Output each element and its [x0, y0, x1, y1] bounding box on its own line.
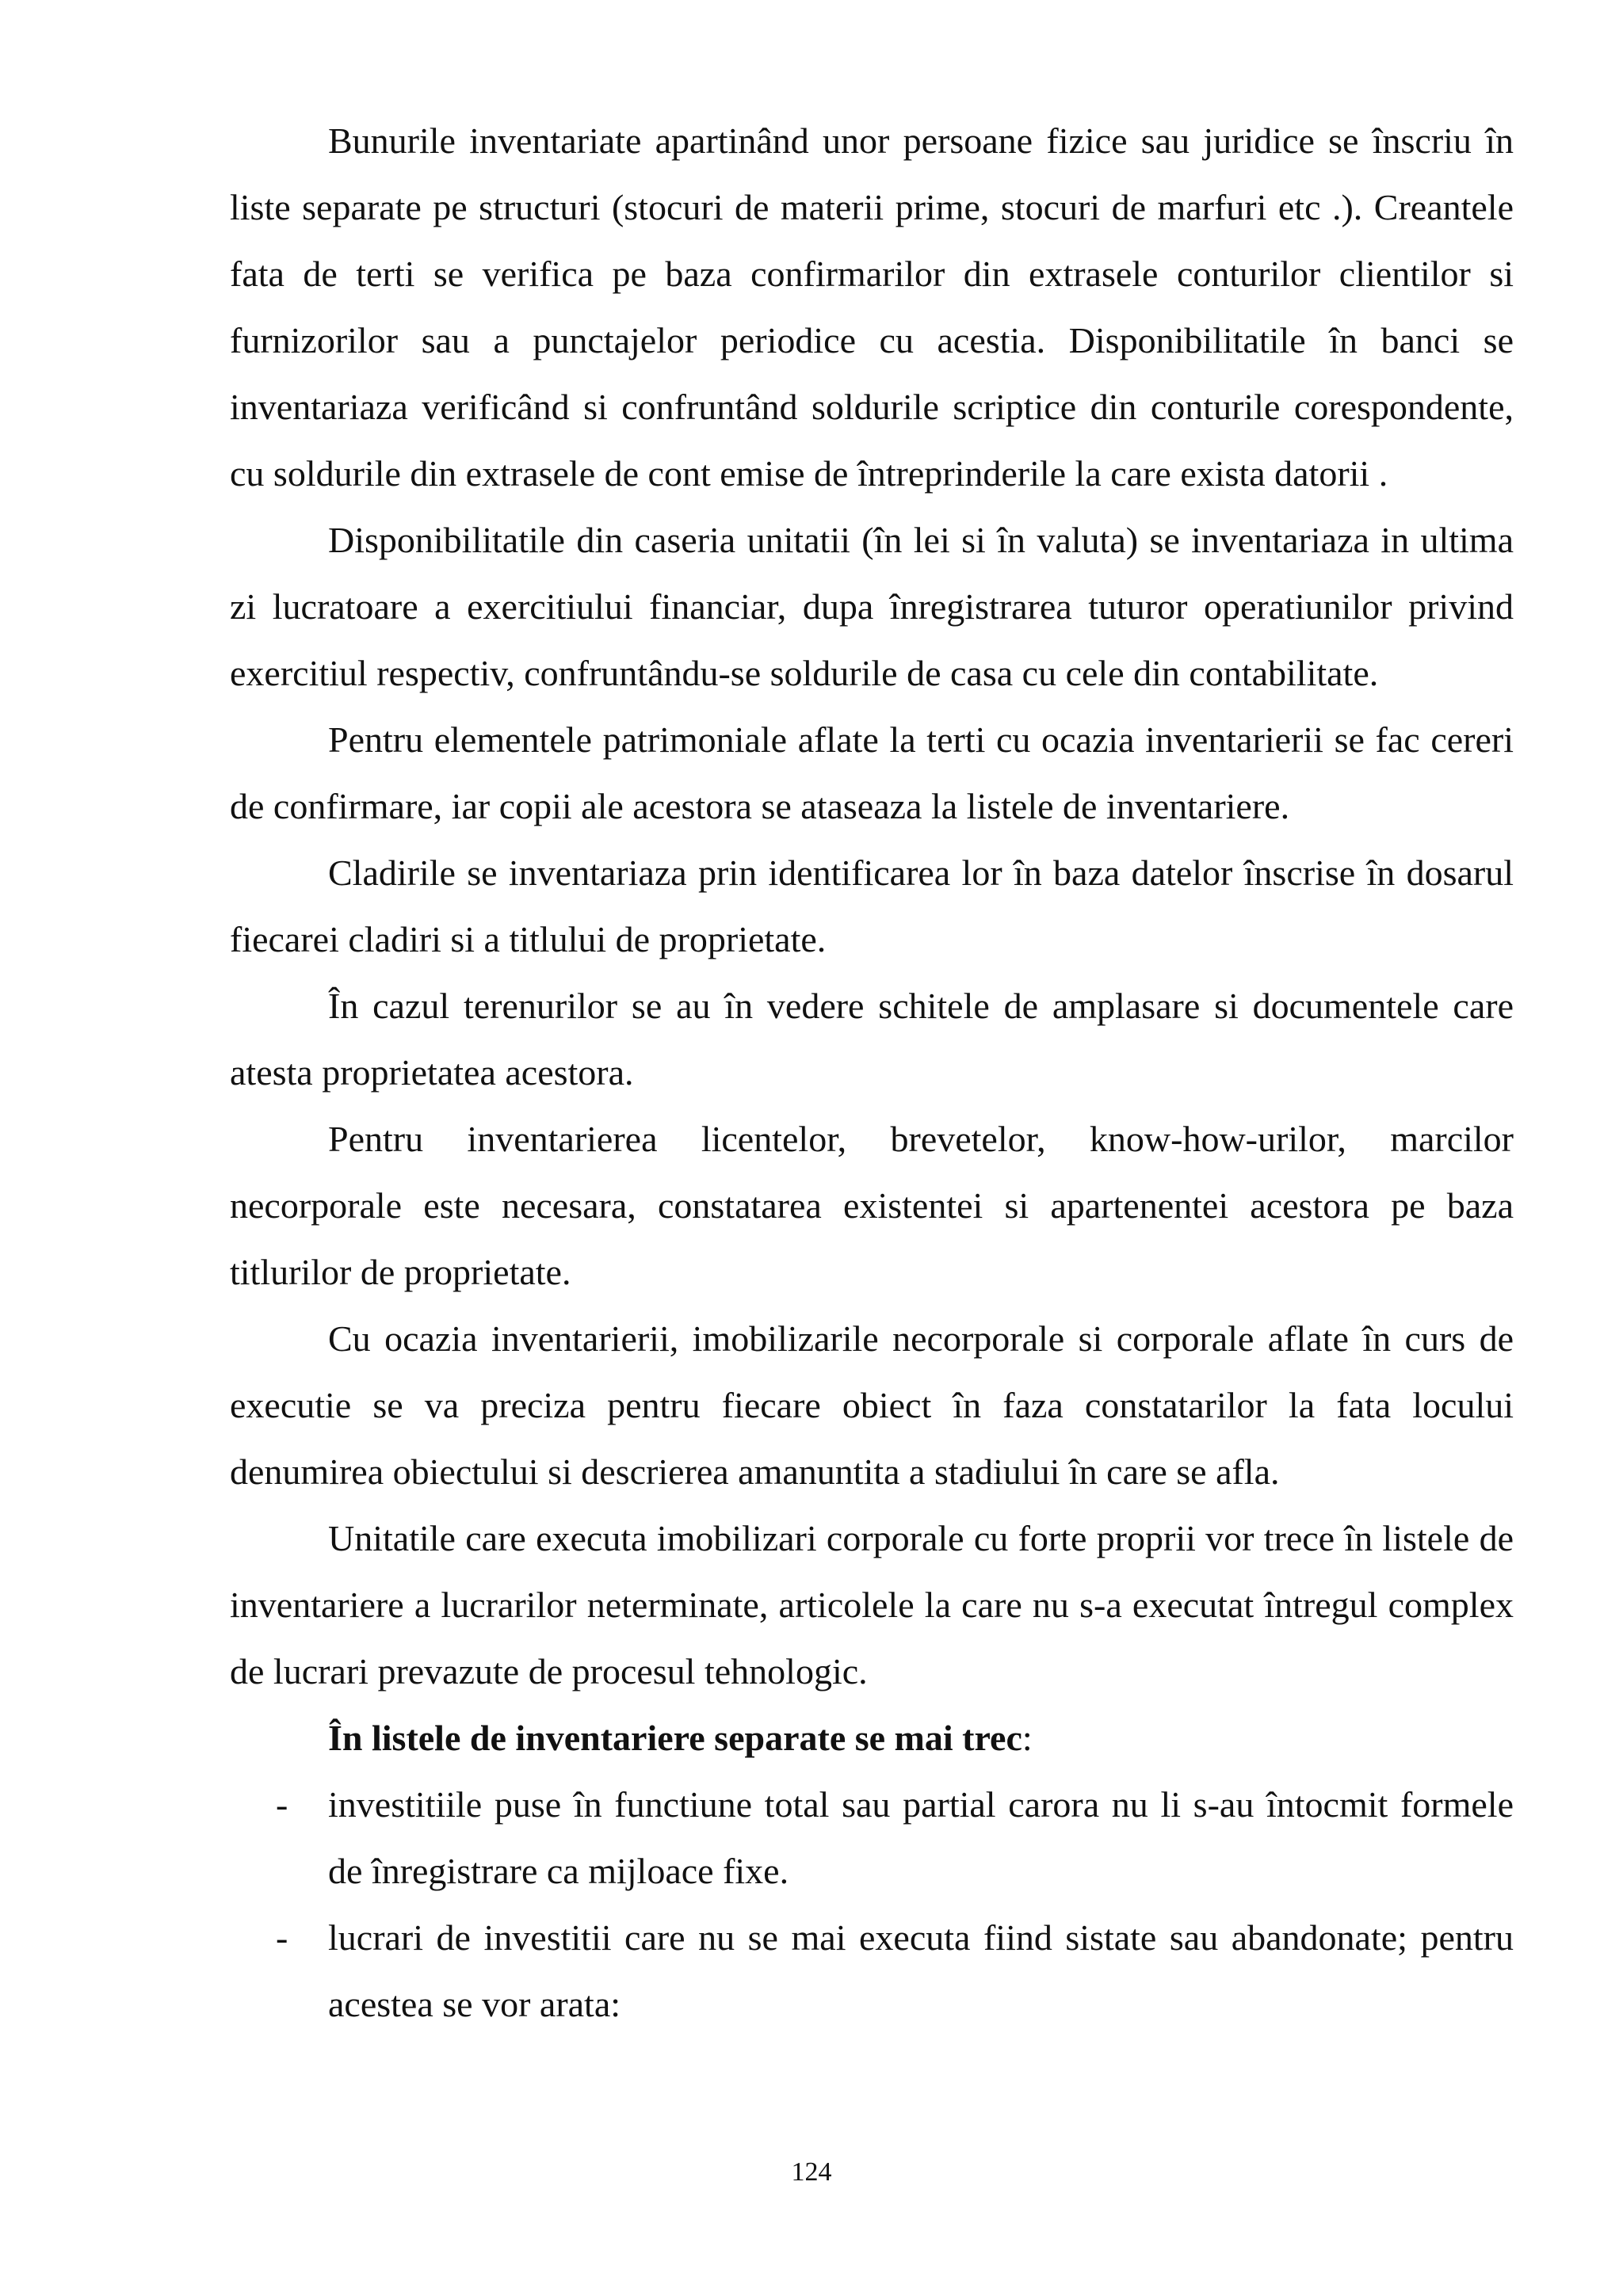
inventory-list — [230, 1772, 1514, 2038]
paragraph-7: Cu ocazia inventarierii, imobilizarile necorporale si corporale aflate în curs de executie se va preciza pentru fiecare obiect în faza constatarilor la fata locului denumirea obiectului si descrierea amanuntita a stadiului în care se afla. — [230, 1318, 1514, 1492]
paragraph-4: Cladirile se inventariaza prin identificarea lor în baza datelor înscrise în dosarul fiecarei cladiri si a titlului de proprietate. — [230, 852, 1514, 959]
section-heading — [230, 1705, 1514, 1772]
paragraph-1: Bunurile inventariate apartinând unor persoane fizice sau juridice se înscriu în liste separate pe structuri (stocuri de materii prime, stocuri de marfuri etc .). Creantele fata de terti se verifica pe baza confirmarilor din extrasele conturilor clientilor si furnizorilor sau a punctajelor periodice cu acestia. Disponibilitatile în banci se inventariaza verificând si confruntând soldurile scriptice din conturile corespondente, cu soldurile din extrasele de cont emise de întreprinderile la care exista datorii . — [230, 120, 1514, 494]
list-item — [230, 1772, 1514, 1905]
list-item-text: lucrari de investitii care nu se mai executa fiind sistate sau abandonate; pentru acestea se vor arata: — [328, 1917, 1514, 2024]
paragraph-8: Unitatile care executa imobilizari corporale cu forte proprii vor trece în listele de inventariere a lucrarilor neterminate, articolele la care nu s-a executat întregul complex de lucrari prevazute de procesul tehnologic. — [230, 1518, 1514, 1691]
paragraph-3: Pentru elementele patrimoniale aflate la terti cu ocazia inventarierii se fac cereri de confirmare, iar copii ale acestora se ataseaza la listele de inventariere. — [230, 719, 1514, 826]
section-heading-suffix: : — [1022, 1718, 1033, 1758]
section-heading-bold: În listele de inventariere separate se mai trec — [328, 1718, 1022, 1758]
list-item-text: investitiile puse în functiune total sau partial carora nu li s-au întocmit formele de înregistrare ca mijloace fixe. — [328, 1784, 1514, 1891]
page-number: 124 — [791, 2157, 832, 2187]
dash-bullet: - — [276, 1917, 288, 1958]
paragraph-6: Pentru inventarierea licentelor, brevetelor, know-how-urilor, marcilor necorporale este necesara, constatarea existentei si apartenentei acestora pe baza titlurilor de proprietate. — [230, 1119, 1514, 1292]
paragraph-5: În cazul terenurilor se au în vedere schitele de amplasare si documentele care atesta proprietatea acestora. — [230, 986, 1514, 1093]
paragraph-2: Disponibilitatile din caseria unitatii (în lei si în valuta) se inventariaza in ultima zi lucratoare a exercitiului financiar, dupa înregistrarea tuturor operatiunilor privind exercitiul respectiv, confruntându-se soldurile de casa cu cele din contabilitate. — [230, 520, 1514, 693]
dash-bullet: - — [276, 1784, 288, 1825]
list-item — [230, 1905, 1514, 2038]
document-page — [230, 108, 1514, 2038]
